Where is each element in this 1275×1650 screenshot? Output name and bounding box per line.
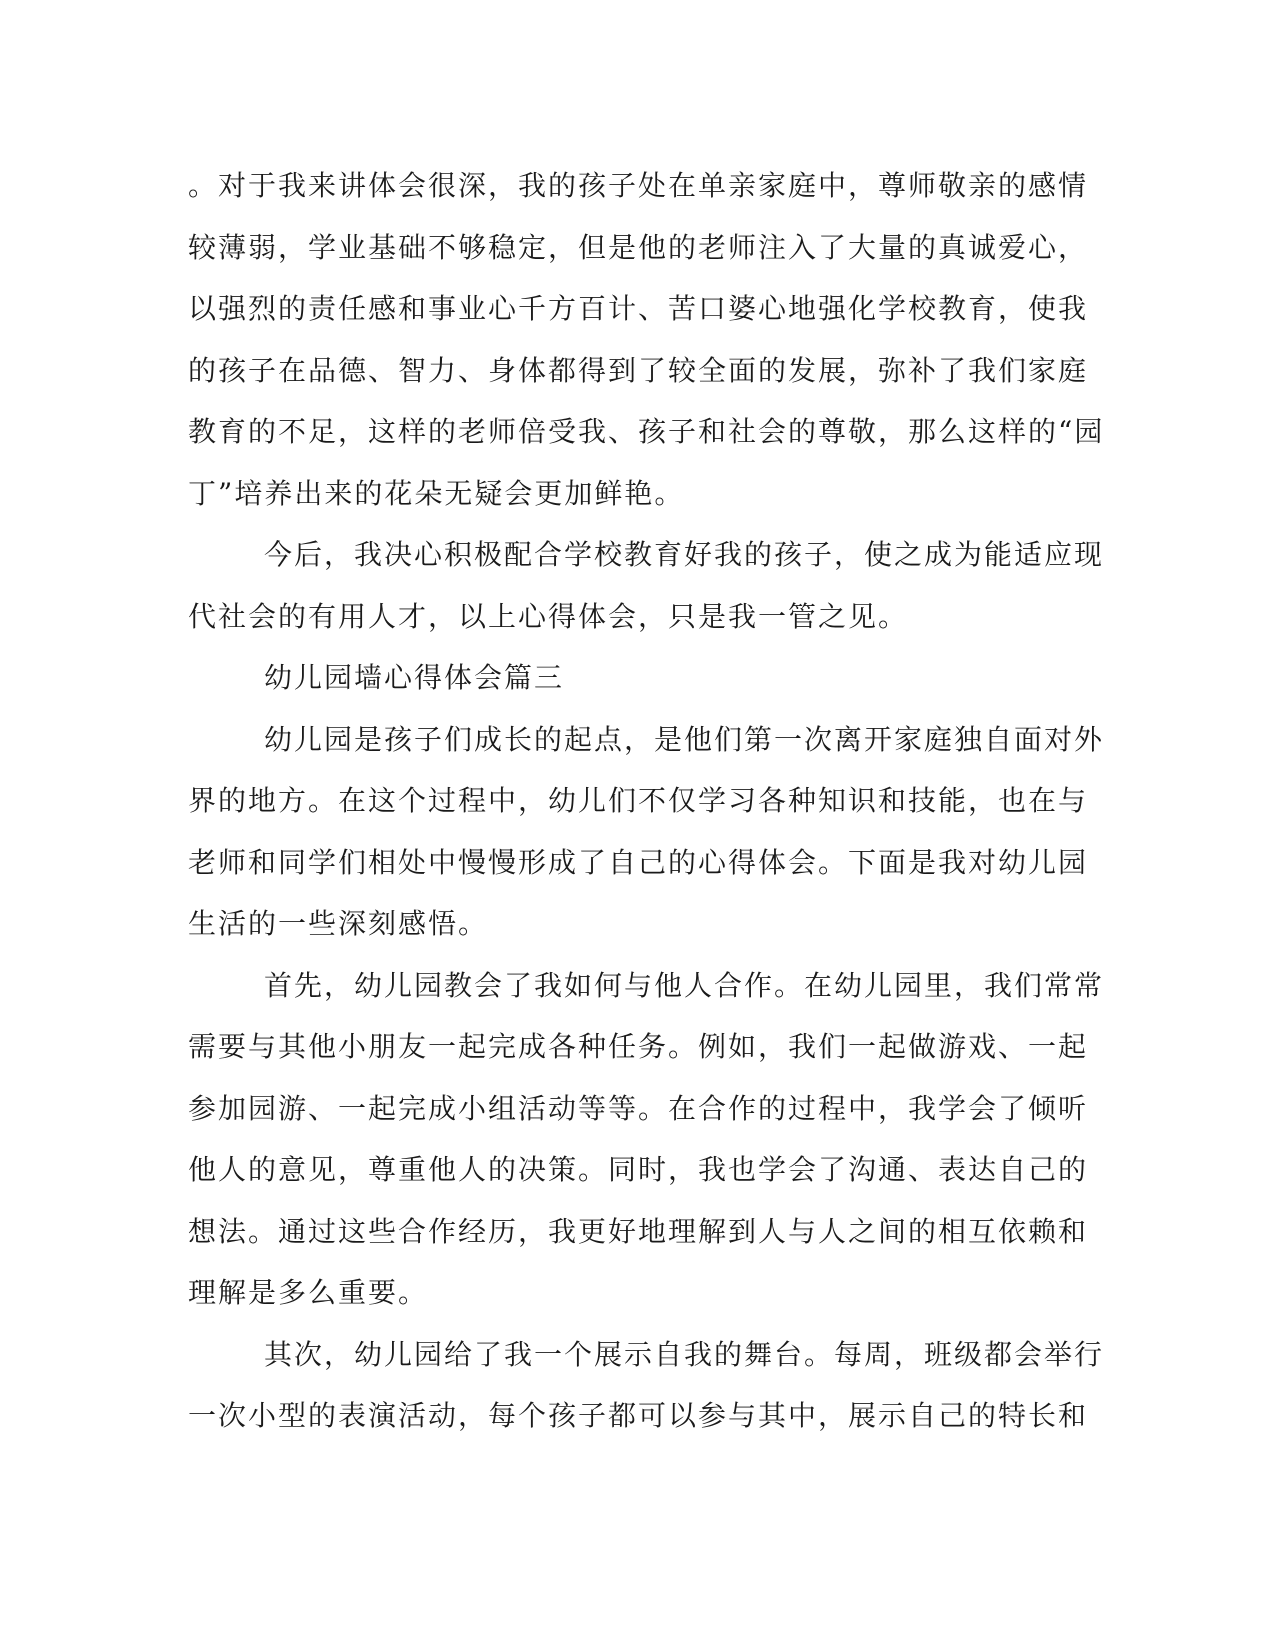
- text-line: 一次小型的表演活动，每个孩子都可以参与其中，展示自己的特长和: [188, 1399, 1089, 1432]
- text-line: 代社会的有用人才，以上心得体会，只是我一管之见。: [188, 599, 909, 633]
- text-line: 较薄弱，学业基础不够稳定，但是他的老师注入了大量的真诚爱心，: [188, 230, 1089, 264]
- text-line: 理解是多么重要。: [188, 1276, 429, 1309]
- text-line: 老师和同学们相处中慢慢形成了自己的心得体会。下面是我对幼儿园: [188, 845, 1089, 879]
- text-line: 生活的一些深刻感悟。: [188, 907, 489, 940]
- text-line: 他人的意见，尊重他人的决策。同时，我也学会了沟通、表达自己的: [188, 1153, 1089, 1186]
- paragraph-start-line: 幼儿园是孩子们成长的起点，是他们第一次离开家庭独自面对外: [264, 722, 1105, 756]
- text-line: 的孩子在品德、智力、身体都得到了较全面的发展，弥补了我们家庭: [188, 353, 1089, 387]
- text-line: 。对于我来讲体会很深，我的孩子处在单亲家庭中，尊师敬亲的感情: [188, 169, 1089, 202]
- paragraph-start-line: 首先，幼儿园教会了我如何与他人合作。在幼儿园里，我们常常: [264, 968, 1105, 1002]
- text-line: 参加园游、一起完成小组活动等等。在合作的过程中，我学会了倾听: [188, 1091, 1089, 1125]
- text-line: 需要与其他小朋友一起完成各种任务。例如，我们一起做游戏、一起: [188, 1030, 1089, 1063]
- text-line: 以强烈的责任感和事业心千方百计、苦口婆心地强化学校教育，使我: [188, 292, 1089, 325]
- document-body: [188, 155, 1105, 1447]
- text-line: 丁”培养出来的花朵无疑会更加鲜艳。: [188, 476, 685, 510]
- text-line: 界的地方。在这个过程中，幼儿们不仅学习各种知识和技能，也在与: [188, 784, 1089, 817]
- paragraph-start-line: 今后，我决心积极配合学校教育好我的孩子，使之成为能适应现: [264, 538, 1105, 571]
- text-line: 教育的不足，这样的老师倍受我、孩子和社会的尊敬，那么这样的“园: [188, 415, 1105, 448]
- paragraph-start-line: 其次，幼儿园给了我一个展示自我的舞台。每周，班级都会举行: [264, 1337, 1105, 1371]
- text-line: 想法。通过这些合作经历，我更好地理解到人与人之间的相互依赖和: [188, 1214, 1089, 1248]
- section-heading: 幼儿园墙心得体会篇三: [264, 661, 565, 694]
